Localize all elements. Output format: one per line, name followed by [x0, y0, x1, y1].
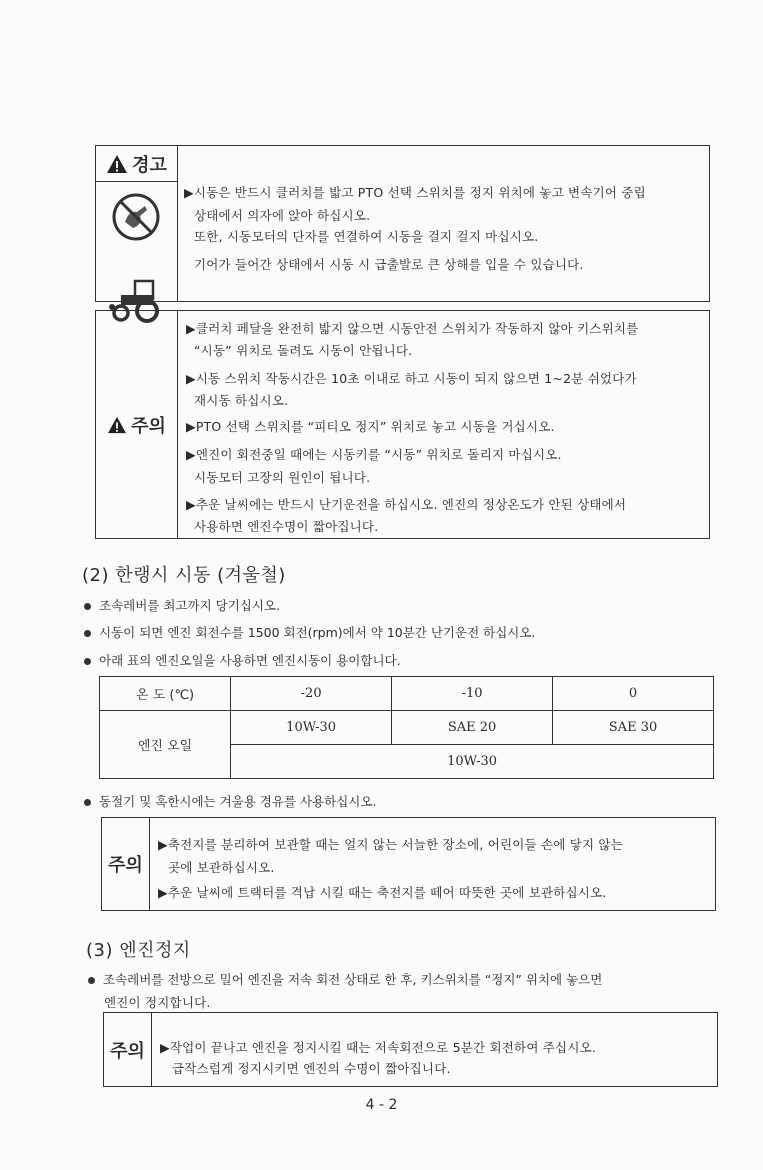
bullet-text-continued: 엔진이 정지합니다.: [104, 995, 211, 1010]
warning-line: 또한, 시동모터의 단자를 연결하여 시동을 걸지 걸지 마십시오.: [194, 229, 539, 244]
caution-title: 주의: [131, 415, 166, 437]
caution-line: ▶추운 날씨에는 반드시 난기운전을 하십시오. 엔진의 정상온도가 안된 상태에서: [186, 497, 627, 512]
bullet-text: 동절기 및 혹한시에는 겨울용 경유를 사용하십시오.: [99, 794, 377, 809]
bullet-text: 조속레버를 전방으로 밀어 엔진을 저속 회전 상태로 한 후, 키스위치를 “정지” 위치에 놓으면: [103, 972, 603, 987]
temp-cell: 0: [553, 677, 714, 711]
warning-icon-column: [96, 182, 178, 301]
oil-cell: 10W-30: [231, 745, 714, 779]
temp-cell: -10: [392, 677, 553, 711]
warning-header: [96, 146, 178, 182]
caution-line: ▶추운 날씨에 트랙터를 격납 시킬 때는 축전지를 떼어 따뜻한 곳에 보관하십시오.: [158, 885, 607, 900]
oil-label-cell: 엔진 오일: [100, 711, 231, 779]
caution-line: ▶시동 스위치 작동시간은 10초 이내로 하고 시동이 되지 않으면 1~2분 쉬었다가: [186, 371, 637, 386]
caution-title: 주의: [108, 855, 143, 876]
warning-line: ▶시동은 반드시 클러치를 밟고 PTO 선택 스위치를 정지 위치에 놓고 변속기어 중립: [184, 185, 646, 200]
caution-line: 급작스럽게 정지시키면 엔진의 수명이 짧아집니다.: [172, 1061, 451, 1076]
caution-line: ▶클러치 페달을 완전히 밟지 않으면 시동안전 스위치가 작동하지 않아 키스위치를: [186, 321, 639, 336]
bullet-item: [84, 651, 401, 669]
engine-oil-table: [99, 676, 714, 779]
table-row: [100, 677, 714, 711]
bullet-item: [88, 970, 602, 988]
caution-line: ▶축전지를 분리하여 보관할 때는 얼지 않는 서늘한 장소에, 어린이들 손에 닿지 않는: [158, 837, 623, 852]
warning-line: 상태에서 의자에 앉아 하십시오.: [194, 208, 371, 223]
caution-label-cell: [102, 818, 150, 910]
no-hand-on-terminal-icon: [111, 192, 161, 242]
section-heading: (3) 엔진정지: [86, 940, 191, 961]
warning-triangle-icon: [107, 416, 127, 434]
section-heading: (2) 한랭시 시동 (겨울철): [82, 565, 286, 586]
bullet-text: 조속레버를 최고까지 당기십시오.: [99, 598, 280, 613]
caution-line: ▶작업이 끝나고 엔진을 정지시킬 때는 저속회전으로 5분간 회전하여 주십시오.: [160, 1040, 597, 1055]
temp-label-cell: 온 도 (℃): [100, 677, 231, 711]
warning-triangle-icon: [106, 154, 128, 174]
oil-cell: 10W-30: [231, 711, 392, 745]
caution-label-cell: [96, 311, 178, 538]
caution-line: 재시동 하십시오.: [194, 393, 289, 408]
page-number: 4 - 2: [365, 1097, 398, 1113]
temp-cell: -20: [231, 677, 392, 711]
caution-line: 시동모터 고장의 원인이 됩니다.: [194, 470, 371, 485]
caution-line: “시동” 위치로 돌려도 시동이 안됩니다.: [194, 343, 413, 358]
bullet-text: 시동이 되면 엔진 회전수를 1500 회전(rpm)에서 약 10분간 난기운전 하십시오.: [99, 625, 536, 640]
warning-line: 기어가 들어간 상태에서 시동 시 급출발로 큰 상해를 입을 수 있습니다.: [194, 257, 584, 272]
warning-title: 경고: [132, 154, 167, 176]
caution-box: [103, 1012, 718, 1087]
table-row: [100, 711, 714, 745]
caution-line: 사용하면 엔진수명이 짧아집니다.: [194, 519, 379, 534]
caution-box: [101, 817, 716, 911]
bullet-item: [84, 596, 280, 614]
caution-box: [95, 310, 710, 539]
bullet-item: [84, 792, 376, 810]
bullet-text: 아래 표의 엔진오일을 사용하면 엔진시동이 용이합니다.: [99, 653, 401, 668]
caution-line: ▶엔진이 회전중일 때에는 시동키를 “시동” 위치로 돌리지 마십시오.: [186, 447, 562, 462]
bullet-item: [84, 623, 535, 641]
caution-title: 주의: [110, 1040, 145, 1062]
oil-cell: SAE 20: [392, 711, 553, 745]
caution-line: 곳에 보관하십시오.: [168, 860, 275, 875]
oil-cell: SAE 30: [553, 711, 714, 745]
caution-label-cell: [104, 1013, 152, 1086]
warning-box: [95, 145, 710, 302]
caution-line: ▶PTO 선택 스위치를 “피티오 정지” 위치로 놓고 시동을 거십시오.: [186, 419, 555, 434]
